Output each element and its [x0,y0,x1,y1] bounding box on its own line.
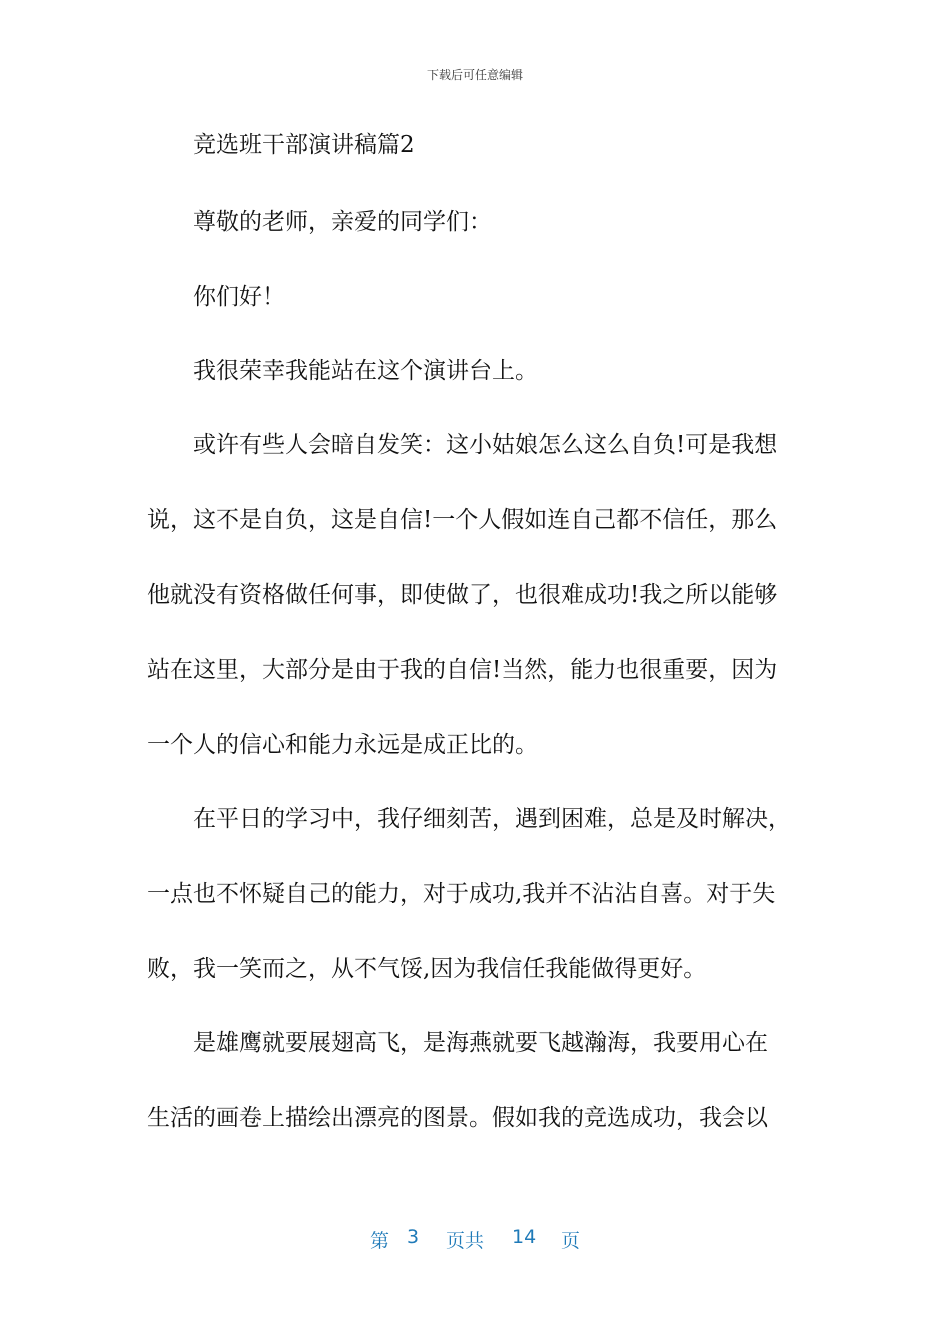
paragraph-line: 或许有些人会暗自发笑：这小姑娘怎么这么自负!可是我想 [193,432,778,458]
paragraph-line: 败，我一笑而之，从不气馁,因为我信任我能做得更好。 [147,956,707,982]
footer-suffix: 页 [561,1230,581,1252]
footer-current-page: 3 [407,1226,420,1248]
paragraph-line: 在平日的学习中，我仔细刻苦，遇到困难，总是及时解决， [193,806,791,832]
page-footer [0,1226,950,1254]
document-title: 竞选班干部演讲稿篇2 [193,132,415,158]
paragraph-line: 站在这里，大部分是由于我的自信!当然，能力也很重要，因为 [147,657,778,683]
greeting: 你们好！ [193,284,285,310]
paragraph-line: 一点也不怀疑自己的能力，对于成功,我并不沾沾自喜。对于失 [147,881,776,907]
paragraph-line: 是雄鹰就要展翅高飞，是海燕就要飞越瀚海，我要用心在 [193,1030,768,1056]
footer-middle: 页共 [446,1230,485,1252]
footer-prefix: 第 [370,1230,390,1252]
footer-total-pages: 14 [512,1226,537,1248]
paragraph-line: 一个人的信心和能力永远是成正比的。 [147,732,538,758]
paragraph-line: 他就没有资格做任何事，即使做了，也很难成功!我之所以能够 [147,582,778,608]
paragraph-line: 说，这不是自负，这是自信!一个人假如连自己都不信任，那么 [147,507,778,533]
salutation: 尊敬的老师，亲爱的同学们： [193,209,492,235]
paragraph-line: 我很荣幸我能站在这个演讲台上。 [193,358,538,384]
header-note: 下载后可任意编辑 [426,68,523,82]
paragraph-line: 生活的画卷上描绘出漂亮的图景。假如我的竞选成功，我会以 [147,1105,768,1131]
